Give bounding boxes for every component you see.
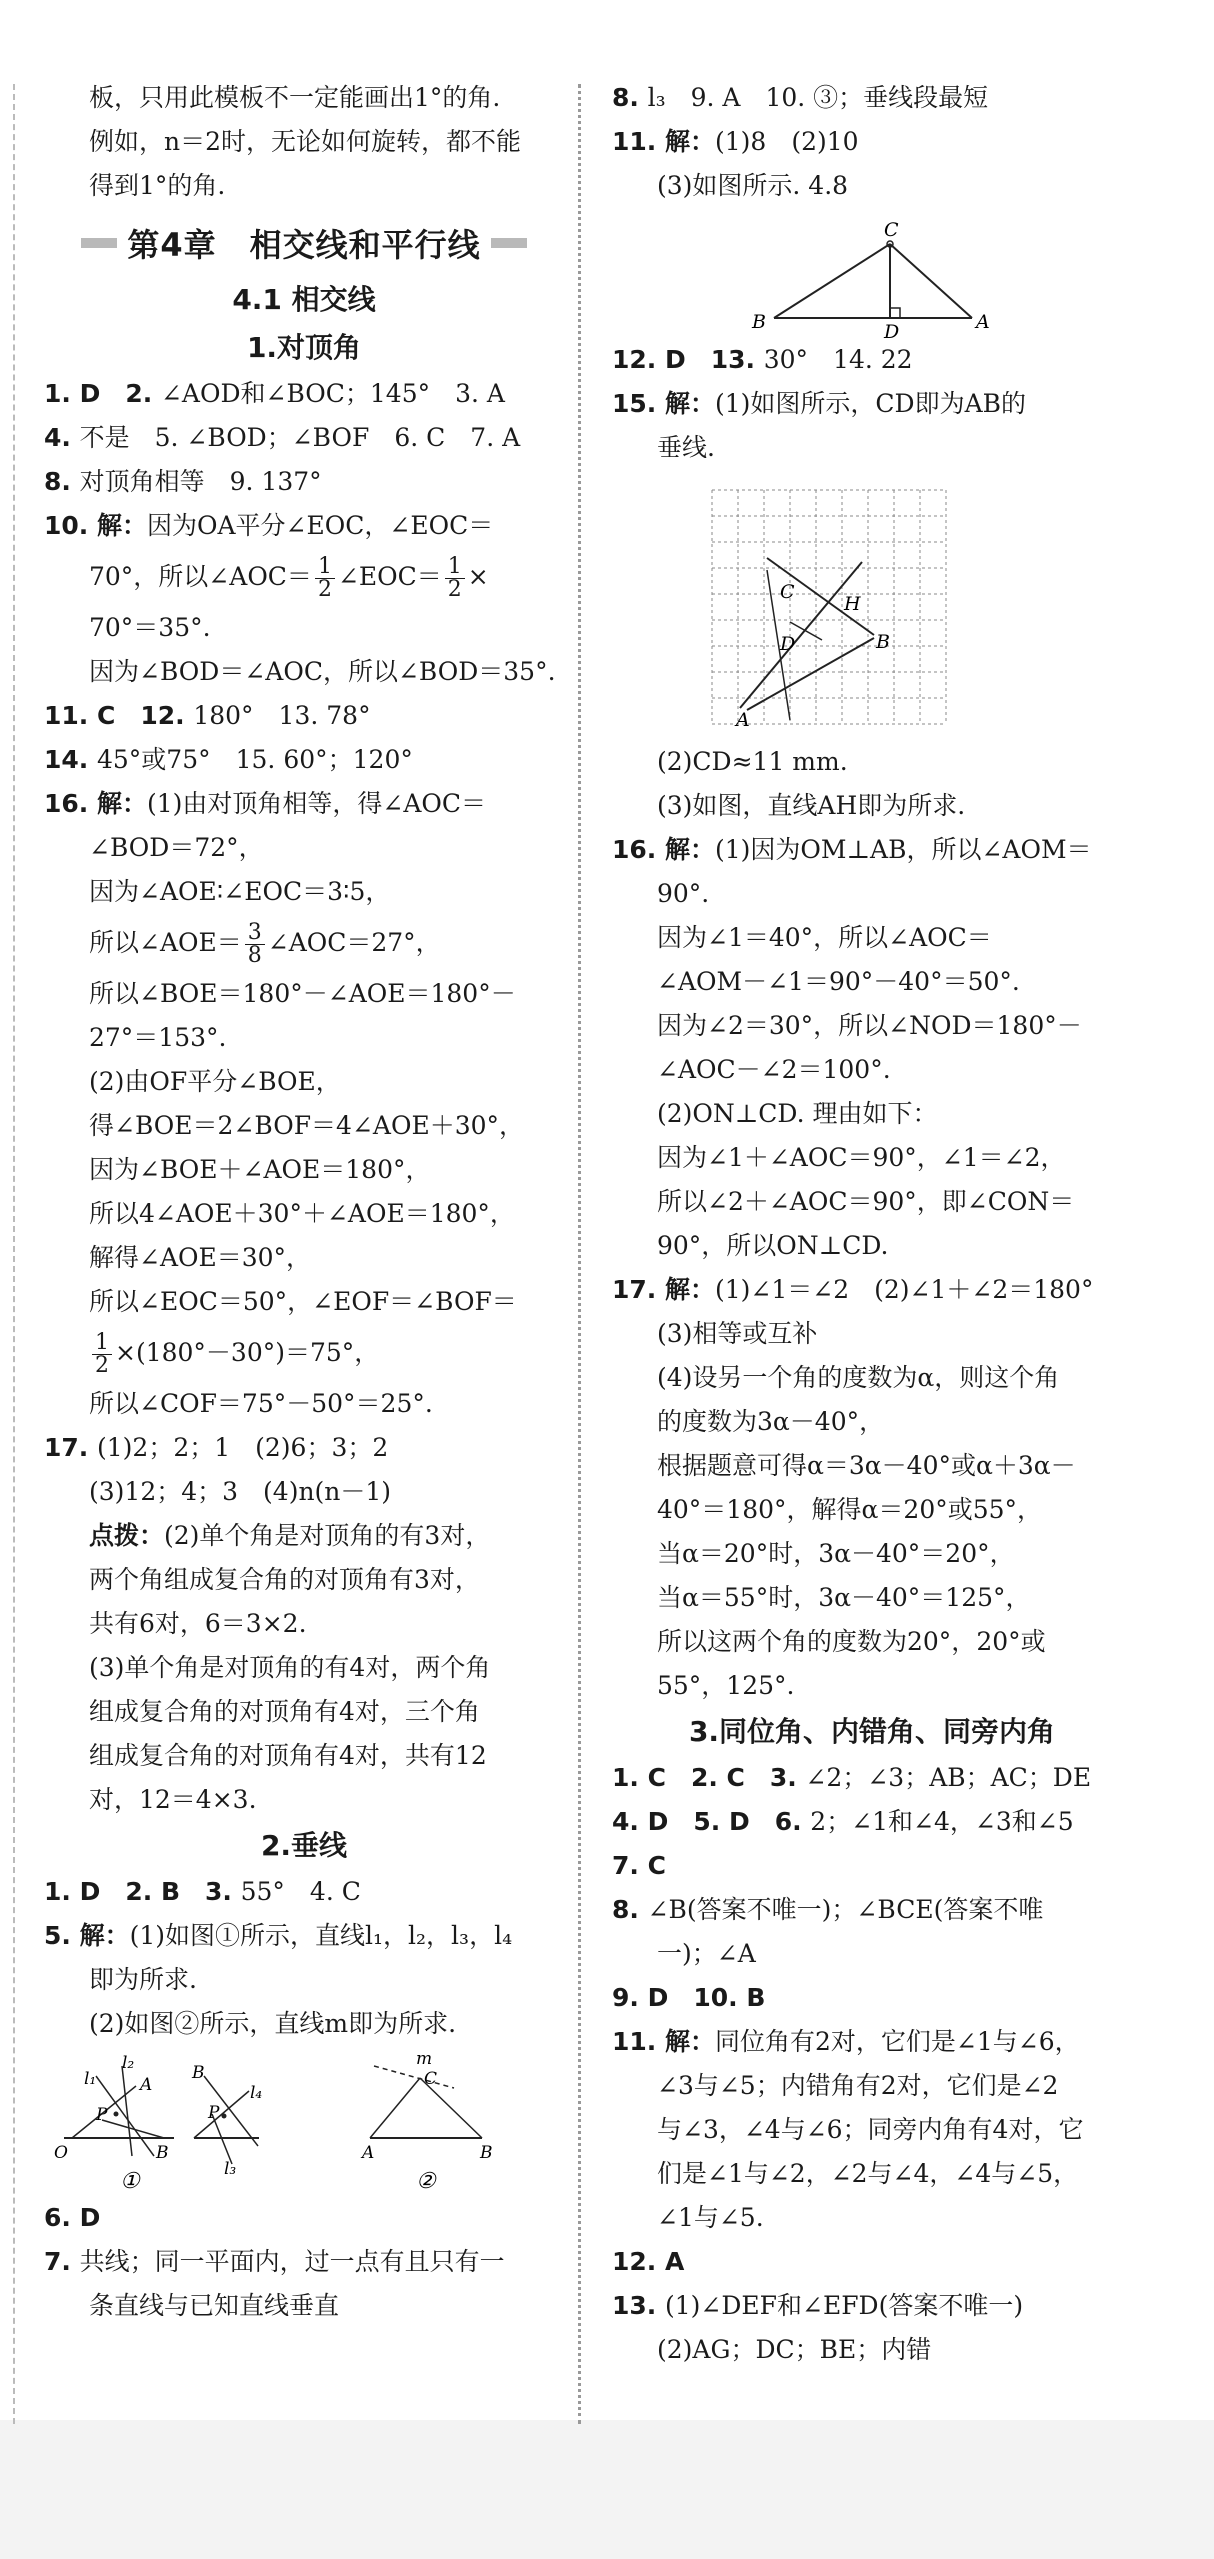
answer-line <box>44 2240 564 2284</box>
answer-label: 16. 解： <box>612 835 715 864</box>
answer-label: 10. 解： <box>44 511 147 540</box>
answer-label: 1. D 2. <box>44 379 161 408</box>
answer-text: 共线；同一平面内，过一点有且只有一 <box>79 2247 505 2276</box>
answer-text: (3)单个角是对顶角的有4对，两个角 <box>89 1653 491 1682</box>
answer-line <box>44 2196 564 2240</box>
answer-text: (1)∠1＝∠2 (2)∠1＋∠2＝180° <box>715 1275 1094 1304</box>
answer-line <box>612 2196 1132 2240</box>
answer-text: (4)设另一个角的度数为α，则这个角 <box>657 1363 1060 1392</box>
fraction-three-eighths: $\frac{3}{8}$ <box>245 922 265 967</box>
answer-label: 12. A <box>612 2247 685 2276</box>
answer-text: 当α＝20°时，3α－40°＝20°， <box>657 1539 1015 1568</box>
answer-text: 70°＝35°. <box>89 613 211 642</box>
answer-text: 所以∠COF＝75°－50°＝25°. <box>89 1389 433 1418</box>
answer-label: 11. 解： <box>612 2027 715 2056</box>
fig5-label: B <box>156 2143 169 2163</box>
answer-text: 当α＝55°时，3α－40°＝125°， <box>657 1583 1031 1612</box>
answer-text: 两个角组成复合角的对顶角有3对， <box>89 1565 480 1594</box>
answer-label: 14. <box>44 745 97 774</box>
answer-text: (2)CD≈11 mm. <box>657 747 848 776</box>
answer-label: 16. 解： <box>44 789 147 818</box>
answer-label: 8. <box>44 467 80 496</box>
answer-line <box>612 1400 1132 1444</box>
answer-text: 板，只用此模板不一定能画出1°的角. <box>89 83 501 112</box>
answer-line <box>44 1382 564 1426</box>
answer-line <box>44 606 564 650</box>
answer-line <box>612 1004 1132 1048</box>
fig5-label: l₁ <box>84 2069 97 2089</box>
q16-fraction-line: 所以∠AOE＝ $\frac{3}{8}$ ∠AOC＝27°， <box>89 920 441 968</box>
answer-line <box>612 828 1132 872</box>
answer-text: 所以∠BOE＝180°－∠AOE＝180°－ <box>89 979 516 1008</box>
answer-text: ∠AOD和∠BOC；145° 3. A <box>160 379 505 408</box>
answer-line <box>612 2240 1132 2284</box>
fig5-caption-1: ① <box>120 2169 140 2194</box>
answer-text: 组成复合角的对顶角有4对，三个角 <box>89 1697 480 1726</box>
answer-line <box>612 1444 1132 1488</box>
answer-line <box>44 1514 564 1558</box>
answer-text: 对顶角相等 9. 137° <box>79 467 322 496</box>
fraction-half-2: $\frac{1}{2}$ <box>445 556 465 601</box>
answer-line <box>44 372 564 416</box>
answer-text: 因为∠BOD＝∠AOC，所以∠BOD＝35°. <box>89 657 556 686</box>
answer-text: 即为所求. <box>89 1965 197 1994</box>
fig15-label: H <box>844 593 861 615</box>
answer-text: 与∠3，∠4与∠6；同旁内角有4对，它 <box>657 2115 1084 2144</box>
answer-line <box>44 1734 564 1778</box>
answer-line <box>44 826 564 870</box>
answer-line <box>44 738 564 782</box>
answer-text: 同位角有2对，它们是∠1与∠6， <box>715 2027 1080 2056</box>
answer-line <box>612 1620 1132 1664</box>
answer-line <box>612 1312 1132 1356</box>
answer-text: 因为∠AOE∶∠EOC＝3∶5， <box>89 877 391 906</box>
answer-line <box>612 1664 1132 1708</box>
answer-text: 40°＝180°，解得α＝20°或55°， <box>657 1495 1043 1524</box>
answer-label: 1. D 2. B 3. <box>44 1877 241 1906</box>
fig5-label: O <box>54 2143 68 2163</box>
fig5-label: B <box>480 2143 493 2163</box>
answer-line <box>612 1888 1132 1932</box>
answer-text: 得∠BOE＝2∠BOF＝4∠AOE＋30°， <box>89 1111 525 1140</box>
answer-text: ∠3与∠5；内错角有2对，它们是∠2 <box>657 2071 1059 2100</box>
answer-line <box>44 1778 564 1822</box>
answer-line <box>44 1958 564 2002</box>
answer-line <box>44 1236 564 1280</box>
fig11-label: A <box>976 311 990 333</box>
answer-text: 所以4∠AOE＋30°＋∠AOE＝180°， <box>89 1199 515 1228</box>
fig5-label: l₂ <box>122 2053 135 2073</box>
answer-line <box>44 1280 564 1324</box>
answer-line <box>612 1180 1132 1224</box>
answer-text: 30° 14. 22 <box>763 345 913 374</box>
answer-line <box>44 460 564 504</box>
answer-line <box>612 1268 1132 1312</box>
answer-text: (1)因为OM⊥AB，所以∠AOM＝ <box>715 835 1092 864</box>
chapter-heading <box>44 212 564 274</box>
answer-label: 13. <box>612 2291 665 2320</box>
answer-line <box>44 1558 564 1602</box>
section-title: 4.1 相交线 <box>232 283 376 316</box>
answer-text: (1)由对顶角相等，得∠AOC＝ <box>147 789 487 818</box>
fig15-label: D <box>780 633 796 655</box>
fig5-label: l₄ <box>250 2083 263 2103</box>
answer-label: 8. <box>612 1895 648 1924</box>
chapter-bar-left <box>81 238 117 248</box>
chapter-bar-right <box>491 238 527 248</box>
answer-text: 条直线与已知直线垂直 <box>89 2291 340 2320</box>
answer-text: (3)相等或互补 <box>657 1319 818 1348</box>
answer-text: (2)AG；DC；BE；内错 <box>657 2335 932 2364</box>
fig15-label: A <box>736 709 750 731</box>
answer-line <box>612 2284 1132 2328</box>
answer-text: 180° 13. 78° <box>193 701 371 730</box>
answer-label: 12. D 13. <box>612 345 764 374</box>
answer-line <box>44 1104 564 1148</box>
answer-text: 因为∠1＝40°，所以∠AOC＝ <box>657 923 992 952</box>
answer-text: 的度数为3α－40°， <box>657 1407 885 1436</box>
answer-line <box>612 2108 1132 2152</box>
fig5-caption-2: ② <box>416 2169 436 2194</box>
answer-line <box>612 1756 1132 1800</box>
answer-line <box>612 916 1132 960</box>
answer-label: 4. <box>44 423 80 452</box>
answer-line <box>44 870 564 914</box>
left-column <box>44 76 564 2328</box>
answer-line <box>44 1192 564 1236</box>
answer-text: (2)由OF平分∠BOE， <box>89 1067 341 1096</box>
answer-line <box>44 1016 564 1060</box>
answer-line <box>44 1870 564 1914</box>
fig5-label: l₃ <box>224 2159 237 2179</box>
answer-line <box>44 1148 564 1192</box>
answer-line <box>612 120 1132 164</box>
answer-line <box>612 426 1132 470</box>
subsection-title-3: 3.同位角、内错角、同旁内角 <box>688 1715 1056 1748</box>
answer-text: 所以这两个角的度数为20°，20°或 <box>657 1627 1046 1656</box>
answer-text: l₃ 9. A 10. ③；垂线段最短 <box>647 83 989 112</box>
answer-text: (3)如图所示. 4.8 <box>657 171 849 200</box>
answer-text: 因为∠1＋∠AOC＝90°，∠1＝∠2， <box>657 1143 1066 1172</box>
answer-label: 8. <box>612 83 648 112</box>
answer-text: 组成复合角的对顶角有4对，共有12 <box>89 1741 487 1770</box>
fig15-label: C <box>780 581 795 603</box>
fig11-label: D <box>884 321 900 338</box>
answer-label: 11. 解： <box>612 127 715 156</box>
answer-line <box>612 1356 1132 1400</box>
answer-text: 27°＝153°. <box>89 1023 227 1052</box>
answer-text: 因为∠BOE＋∠AOE＝180°， <box>89 1155 431 1184</box>
answer-line <box>612 338 1132 382</box>
answer-label: 17. 解： <box>612 1275 715 1304</box>
right-column <box>612 76 1132 2372</box>
column-divider <box>578 84 581 2424</box>
figure-q15-grid <box>612 470 1132 740</box>
answer-text: 55° 4. C <box>240 1877 361 1906</box>
answer-text: (1)如图所示，CD即为AB的 <box>715 389 1027 418</box>
answer-line <box>612 1488 1132 1532</box>
answer-label: 11. C 12. <box>44 701 194 730</box>
answer-text: 根据题意可得α＝3α－40°或α＋3α－ <box>657 1451 1076 1480</box>
answer-line <box>612 1800 1132 1844</box>
answer-text: 90°，所以ON⊥CD. <box>657 1231 889 1260</box>
answer-text: ∠B(答案不唯一)；∠BCE(答案不唯 <box>647 1895 1044 1924</box>
answer-line <box>612 164 1132 208</box>
answer-text: 解得∠AOE＝30°， <box>89 1243 312 1272</box>
answer-line <box>612 1224 1132 1268</box>
answer-label: 17. <box>44 1433 97 1462</box>
q10-fraction-line: 70°，所以∠AOC＝ $\frac{1}{2}$ ∠EOC＝ $\frac{1}{2}$ × <box>89 554 489 602</box>
fig5-label: A <box>362 2143 375 2163</box>
answer-text: ∠BOD＝72°， <box>89 833 264 862</box>
answer-text: 例如，n＝2时，无论如何旋转，都不能 <box>89 127 522 156</box>
answer-line <box>44 1426 564 1470</box>
page-edge-line <box>13 84 15 2424</box>
answer-line <box>44 2284 564 2328</box>
answer-line <box>612 2328 1132 2372</box>
answer-text: ∠AOC－∠2＝100°. <box>657 1055 891 1084</box>
answer-line <box>44 1060 564 1104</box>
answer-text: 们是∠1与∠2，∠2与∠4，∠4与∠5， <box>657 2159 1079 2188</box>
answer-text: (1)∠DEF和∠EFD(答案不唯一) <box>665 2291 1024 2320</box>
answer-text: ∠1与∠5. <box>657 2203 764 2232</box>
answer-text: (3)如图，直线AH即为所求. <box>657 791 966 820</box>
answer-text: 2；∠1和∠4，∠3和∠5 <box>810 1807 1074 1836</box>
answer-line <box>612 1136 1132 1180</box>
answer-text: 不是 5. ∠BOD；∠BOF 6. C 7. A <box>79 423 521 452</box>
answer-line <box>44 972 564 1016</box>
answer-text: ∠2；∠3；AB；AC；DE <box>805 1763 1092 1792</box>
answer-label: 7. <box>44 2247 80 2276</box>
answer-text: ∠AOM－∠1＝90°－40°＝50°. <box>657 967 1020 996</box>
q16-fraction-line-2: $\frac{1}{2}$ ×(180°－30°)＝75°， <box>44 1324 564 1382</box>
answer-line <box>44 2002 564 2046</box>
answer-label: 5. 解： <box>44 1921 130 1950</box>
answer-line <box>612 2020 1132 2064</box>
answer-line <box>44 782 564 826</box>
fig5-label: B <box>192 2063 205 2083</box>
subsection-title-2: 2.垂线 <box>260 1829 348 1862</box>
answer-line <box>612 1532 1132 1576</box>
answer-line <box>612 1048 1132 1092</box>
answer-text: 共有6对，6＝3×2. <box>89 1609 307 1638</box>
answer-label: 15. 解： <box>612 389 715 418</box>
fig5-label: P <box>96 2105 108 2125</box>
fraction-half-1: $\frac{1}{2}$ <box>315 556 335 601</box>
chapter-title: 第4章 相交线和平行线 <box>127 226 481 264</box>
answer-line <box>44 1646 564 1690</box>
answer-line <box>612 382 1132 426</box>
answer-text: (2)ON⊥CD. 理由如下： <box>657 1099 938 1128</box>
fraction-half-3: $\frac{1}{2}$ <box>92 1332 112 1377</box>
answer-line <box>612 784 1132 828</box>
answer-line <box>44 120 564 164</box>
answer-line <box>44 416 564 460</box>
answer-line <box>44 504 564 548</box>
answer-line <box>612 1576 1132 1620</box>
answer-text: 90°. <box>657 879 710 908</box>
fig5-label: C <box>424 2069 438 2089</box>
answer-line <box>612 1932 1132 1976</box>
answer-text: 对，12＝4×3. <box>89 1785 257 1814</box>
fig15-label: B <box>876 631 890 653</box>
answer-line <box>44 76 564 120</box>
answer-line <box>44 694 564 738</box>
answer-label: 6. D <box>44 2203 101 2232</box>
answer-line <box>612 1844 1132 1888</box>
answer-line <box>44 1470 564 1514</box>
answer-text: 所以∠EOC＝50°，∠EOF＝∠BOF＝ <box>89 1287 517 1316</box>
figure-q5 <box>44 2046 564 2196</box>
fig11-label: C <box>884 219 899 241</box>
answer-line <box>44 1914 564 1958</box>
answer-label: 4. D 5. D 6. <box>612 1807 811 1836</box>
answer-text: (2)如图②所示，直线m即为所求. <box>89 2009 457 2038</box>
answer-text: 所以∠2＋∠AOC＝90°，即∠CON＝ <box>657 1187 1075 1216</box>
answer-text: 垂线. <box>657 433 715 462</box>
fig11-label: B <box>752 311 766 333</box>
answer-line <box>612 76 1132 120</box>
answer-label: 9. D 10. B <box>612 1983 766 2012</box>
answer-text: (1)如图①所示，直线l₁，l₂，l₃，l₄ <box>129 1921 513 1950</box>
answer-text: (1)8 (2)10 <box>715 127 859 156</box>
figure-q11 <box>612 208 1132 338</box>
answer-line <box>612 2064 1132 2108</box>
answer-label: 7. C <box>612 1851 666 1880</box>
answer-text: (3)12；4；3 (4)n(n－1) <box>89 1477 392 1506</box>
answer-label: 1. C 2. C 3. <box>612 1763 806 1792</box>
answer-text: 因为∠2＝30°，所以∠NOD＝180°－ <box>657 1011 1082 1040</box>
answer-text: 因为OA平分∠EOC，∠EOC＝ <box>147 511 494 540</box>
answer-line <box>612 1976 1132 2020</box>
answer-text: 得到1°的角. <box>89 171 226 200</box>
answer-text: 45°或75° 15. 60°；120° <box>97 745 413 774</box>
answer-line <box>612 740 1132 784</box>
answer-text: (2)单个角是对顶角的有3对， <box>164 1521 491 1550</box>
answer-text: (1)2；2；1 (2)6；3；2 <box>97 1433 389 1462</box>
fig5-label: A <box>140 2075 153 2095</box>
answer-line <box>44 1690 564 1734</box>
answer-text: 一)；∠A <box>657 1939 756 1968</box>
answer-line <box>612 2152 1132 2196</box>
answer-line <box>44 164 564 208</box>
answer-line <box>612 1092 1132 1136</box>
answer-line <box>44 1602 564 1646</box>
fig5-label: P <box>208 2103 220 2123</box>
subsection-title-1: 1.对顶角 <box>246 331 362 364</box>
fig5-label: m <box>416 2049 433 2069</box>
answer-label: 点拨： <box>89 1521 165 1550</box>
answer-line <box>44 650 564 694</box>
answer-text: 55°，125°. <box>657 1671 795 1700</box>
answer-line <box>612 872 1132 916</box>
answer-line <box>612 960 1132 1004</box>
